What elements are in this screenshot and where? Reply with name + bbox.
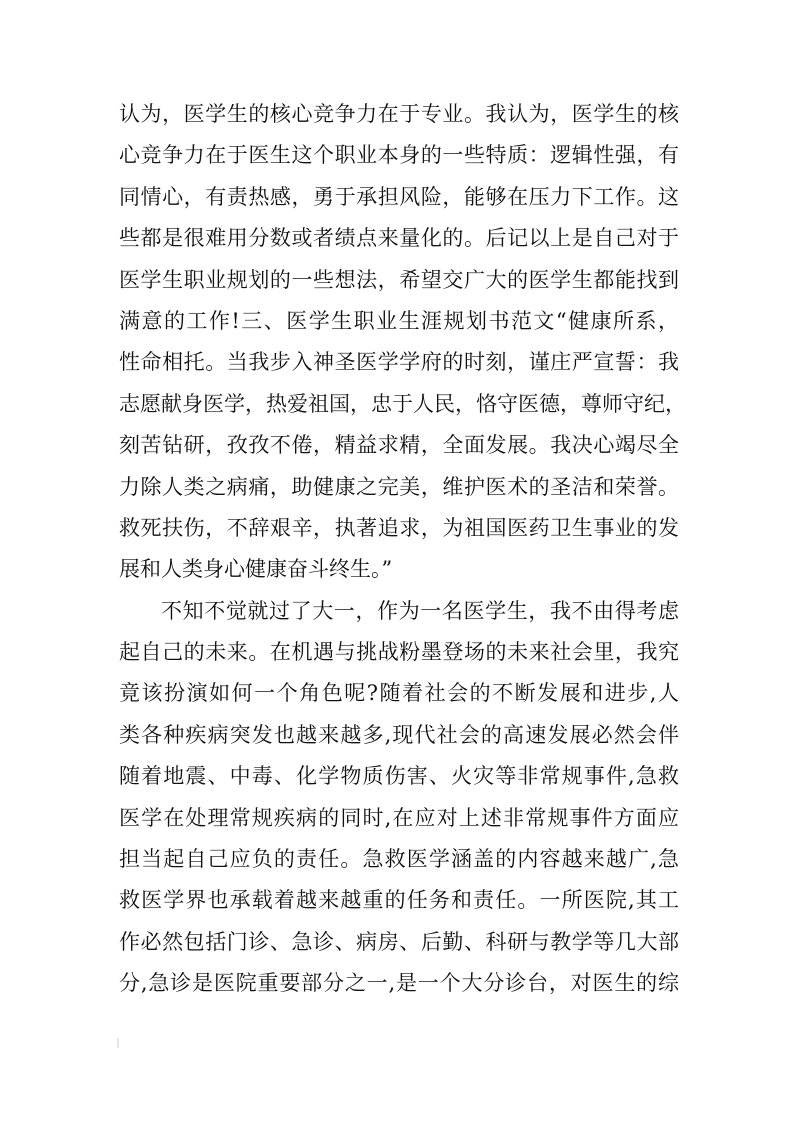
text-line: 满意的工作!三、医学生职业生涯规划书范文“健康所系，: [119, 308, 679, 333]
paragraph-2: [119, 591, 679, 1005]
text-line: 竟该扮演如何一个角色呢?随着社会的不断发展和进步,人: [119, 681, 679, 706]
text-line: 不知不觉就过了大一，作为一名医学生，我不由得考虑: [161, 598, 679, 623]
text-line: 医学在处理常规疾病的同时,在应对上述非常规事件方面应: [119, 805, 679, 830]
text-line: 医学生职业规划的一些想法，希望交广大的医学生都能找到: [119, 267, 679, 292]
text-line: 作必然包括门诊、急诊、病房、后勤、科研与教学等几大部: [119, 929, 679, 954]
paragraph-1: [119, 94, 686, 591]
text-line: 类各种疾病突发也越来越多,现代社会的高速发展必然会伴: [119, 722, 679, 747]
document-body: [119, 94, 686, 1005]
text-line: 分,急诊是医院重要部分之一,是一个大分诊台，对医生的综: [119, 971, 679, 996]
text-line: 刻苦钻研，孜孜不倦，精益求精，全面发展。我决心竭尽全: [119, 433, 679, 458]
text-line: 救医学界也承载着越来越重的任务和责任。一所医院,其工: [119, 888, 679, 913]
text-line: 些都是很难用分数或者绩点来量化的。后记以上是自己对于: [119, 226, 679, 251]
text-line: 性命相托。当我步入神圣医学学府的时刻，谨庄严宣誓：我: [119, 350, 679, 375]
text-line: 志愿献身医学，热爱祖国，忠于人民，恪守医德，尊师守纪，: [119, 391, 686, 416]
text-line: 同情心，有责热感，勇于承担风险，能够在压力下工作。这: [119, 184, 679, 209]
text-line: 随着地震、中毒、化学物质伤害、火灾等非常规事件,急救: [119, 764, 679, 789]
text-line: 展和人类身心健康奋斗终生。”: [119, 557, 393, 582]
text-line: 起自己的未来。在机遇与挑战粉墨登场的未来社会里，我究: [119, 640, 679, 665]
text-line: 认为，医学生的核心竞争力在于专业。我认为，医学生的核: [119, 102, 679, 126]
text-line: 力除人类之病痛，助健康之完美，维护医术的圣洁和荣誉。: [119, 474, 679, 499]
text-line: 救死扶伤，不辞艰辛，执著追求，为祖国医药卫生事业的发: [119, 515, 679, 540]
text-line: 担当起自己应负的责任。急救医学涵盖的内容越来越广,急: [119, 847, 679, 872]
page-corner-mark: [117, 1038, 119, 1048]
text-line: 心竞争力在于医生这个职业本身的一些特质：逻辑性强，有: [119, 143, 679, 168]
